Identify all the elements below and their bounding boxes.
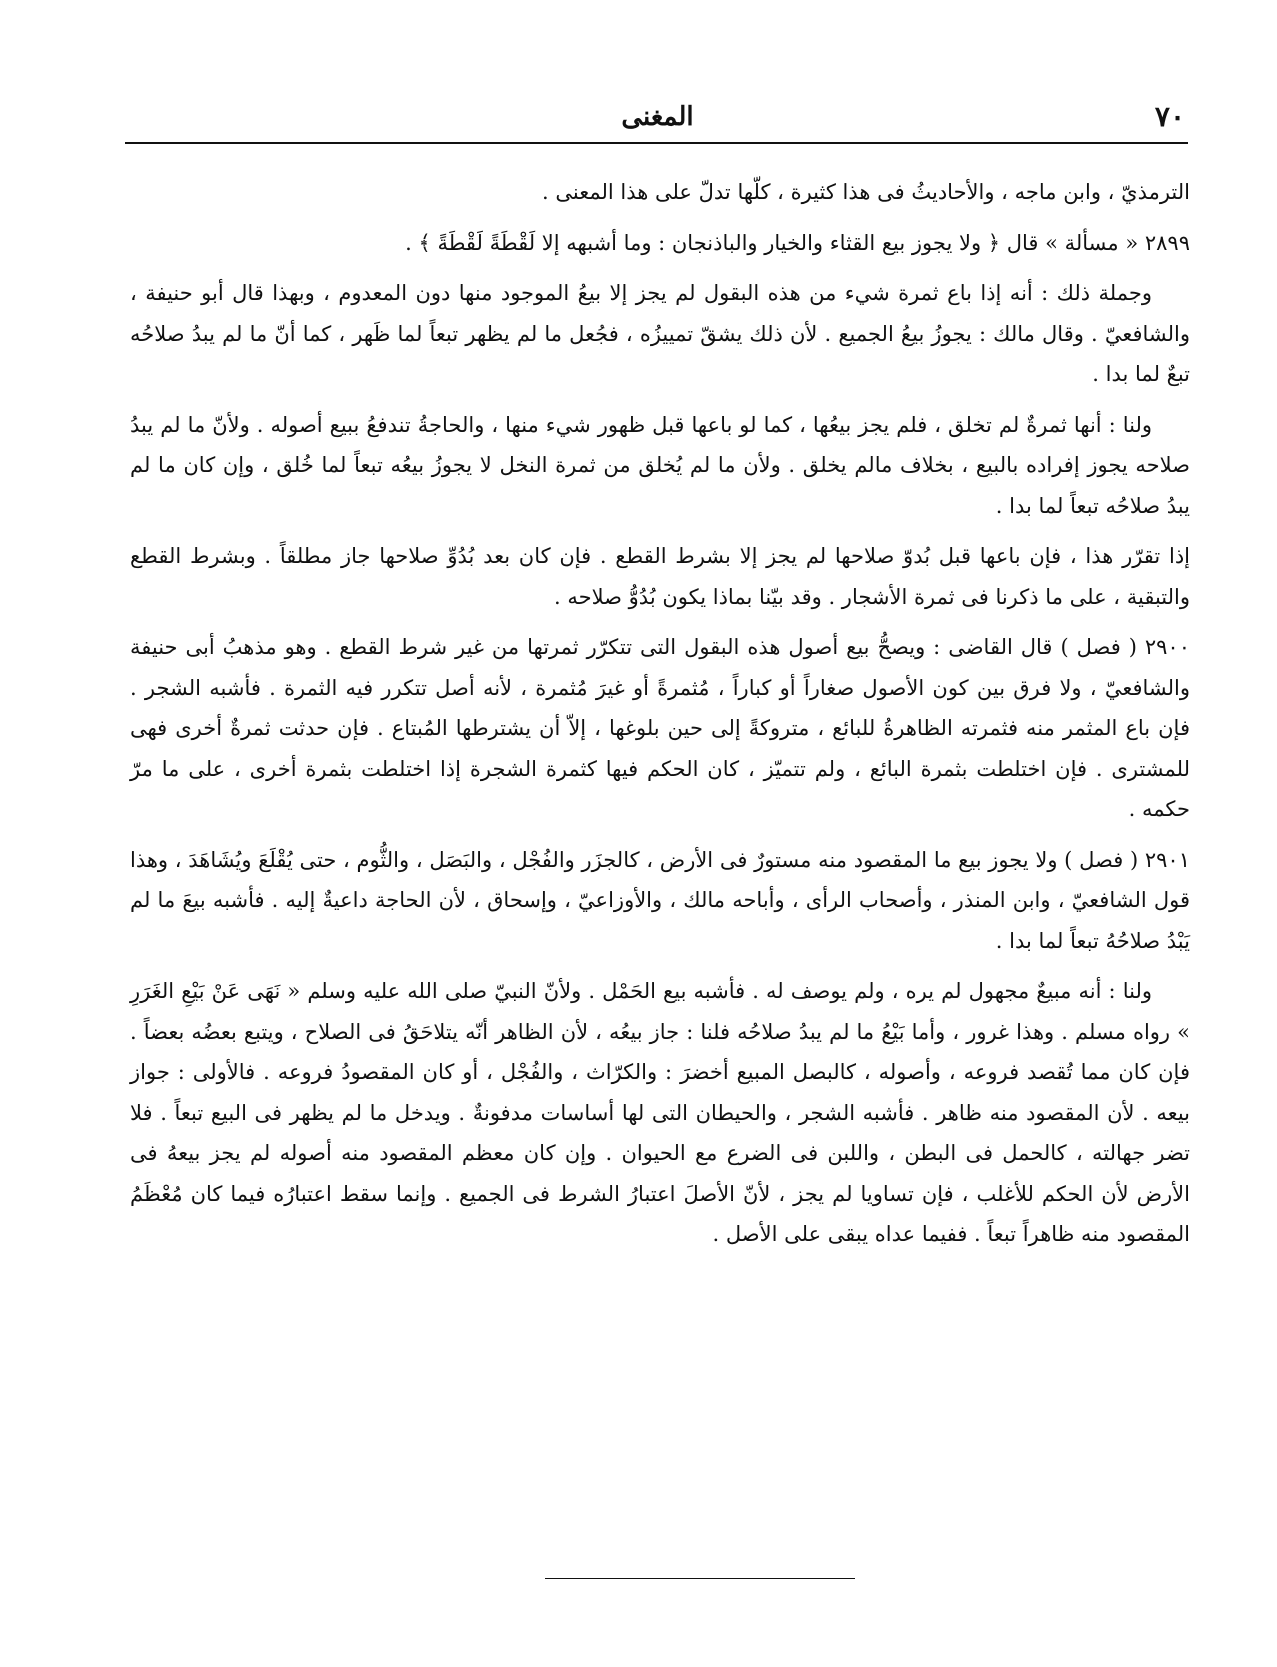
book-title: المغنى bbox=[621, 102, 694, 132]
paragraph-2-issue-2899: ٢٨٩٩ « مسألة » قال ﴿ ولا يجوز بيع القثاء والخيار والباذنجان : وما أشبهه إلا لَقْطَةً لَقْطَةً ﴾ . bbox=[405, 230, 1190, 255]
paragraph-7-section-2901: ٢٩٠١ ( فصل ) ولا يجوز بيع ما المقصود منه مستورٌ فى الأرض ، كالجزَر والفُجْل ، والبَصَل ، والثُّوم ، حتى يُقْلَعَ ويُشَاهَدَ ، وهذا قول الشافعيّ ، وابن المنذر ، وأصحاب الرأى ، وأباحه مالك ، والأوزاعيّ ، وإسحاق ، لأن الحاجة داعيةٌ إليه . فأشبه بيعَ ما لم يَبْدُ صلاحُهُ تبعاً لما بدا . bbox=[130, 847, 1190, 953]
paragraph-6-section-2900: ٢٩٠٠ ( فصل ) قال القاضى : ويصحُّ بيع أصول هذه البقول التى تتكرّر ثمرتها من غير شرط القطع . وهو مذهبُ أبى حنيفة والشافعيّ ، ولا فرق بين كون الأصول صغاراً أو كباراً ، مُثمرةً أو غيرَ مُثمرة ، لأنه أصل تتكرر فيه الثمرة . فأشبه الشجر . فإن باع المثمر منه فثمرته الظاهرةُ للبائع ، متروكةً إلى حين بلوغها ، إلاّ أن يشترطها المُبتاع . فإن حدثت ثمرةٌ أخرى فهى للمشترى . فإن اختلطت بثمرة البائع ، ولم تتميّز ، كان الحكم فيها كثمرة الشجرة إذا اختلطت بثمرة أخرى ، على ما مرّ حكمه . bbox=[130, 635, 1190, 821]
footer-divider bbox=[545, 1578, 855, 1579]
main-text bbox=[130, 172, 1190, 1265]
header-divider bbox=[125, 142, 1188, 144]
paragraph-3: وجملة ذلك : أنه إذا باع ثمرة شيء من هذه البقول لم يجز إلا بيعُ الموجود منها دون المعدوم ، وبهذا قال أبو حنيفة ، والشافعيّ . وقال مالك : يجوزُ بيعُ الجميع . لأن ذلك يشقّ تمييزُه ، فجُعل ما لم يظهر تبعاً لما ظَهر ، كما أنّ ما لم يبدُ صلاحُه تبعٌ لما بدا . bbox=[130, 281, 1190, 386]
page-header bbox=[130, 100, 1185, 140]
paragraph-8: ولنا : أنه مبيعٌ مجهول لم يره ، ولم يوصف له . فأشبه بيع الحَمْل . ولأنّ النبيّ صلى الله عليه وسلم « نَهَى عَنْ بَيْعِ الغَرَرِ » رواه مسلم . وهذا غرور ، وأما بَيْعُ ما لم يبدُ صلاحُه فلنا : جاز بيعُه ، لأن الظاهر أنّه يتلاحَقُ فى الصلاح ، ويتبع بعضُه بعضاً . فإن كان مما تُقصد فروعه ، وأصوله ، كالبصل المبيع أخضرَ : والكرّاث ، والفُجْل ، أو كان المقصودُ فروعه . فالأولى : جواز بيعه . لأن المقصود منه ظاهر . فأشبه الشجر ، والحيطان التى لها أساسات مدفونةٌ . ويدخل ما لم يظهر فى البيع تبعاً . فلا تضر جهالته ، كالحمل فى البطن ، واللبن فى الضرع مع الحيوان . وإن كان معظم المقصود منه أصوله لم يجز بيعهُ فى الأرض لأن الحكم للأغلب ، فإن تساويا لم يجز ، لأنّ الأصلَ اعتبارُ الشرط فى الجميع . وإنما سقط اعتبارُه فيما كان مُعْظَمُ المقصود منه ظاهراً تبعاً . ففيما عداه يبقى على الأصل . bbox=[130, 979, 1190, 1246]
page-number: ٧٠ bbox=[1154, 100, 1185, 133]
paragraph-4: ولنا : أنها ثمرةٌ لم تخلق ، فلم يجز بيعُها ، كما لو باعها قبل ظهور شيء منها ، والحاجةُ تندفعُ ببيع أصوله . ولأنّ ما لم يبدُ صلاحه يجوز إفراده بالبيع ، بخلاف مالم يخلق . ولأن ما لم يُخلق من ثمرة النخل لا يجوزُ بيعُه تبعاً لما خُلق ، وإن كان ما لم يبدُ صلاحُه تبعاً لما بدا . bbox=[130, 412, 1190, 518]
paragraph-5: إذا تقرّر هذا ، فإن باعها قبل بُدوّ صلاحها لم يجز إلا بشرط القطع . فإن كان بعد بُدُوِّ صلاحها جاز مطلقاً . وبشرط القطع والتبقية ، على ما ذكرنا فى ثمرة الأشجار . وقد بيّنا بماذا يكون بُدُوُّ صلاحه . bbox=[130, 544, 1190, 609]
paragraph-1: الترمذيّ ، وابن ماجه ، والأحاديثُ فى هذا كثيرة ، كلّها تدلّ على هذا المعنى . bbox=[542, 180, 1190, 204]
